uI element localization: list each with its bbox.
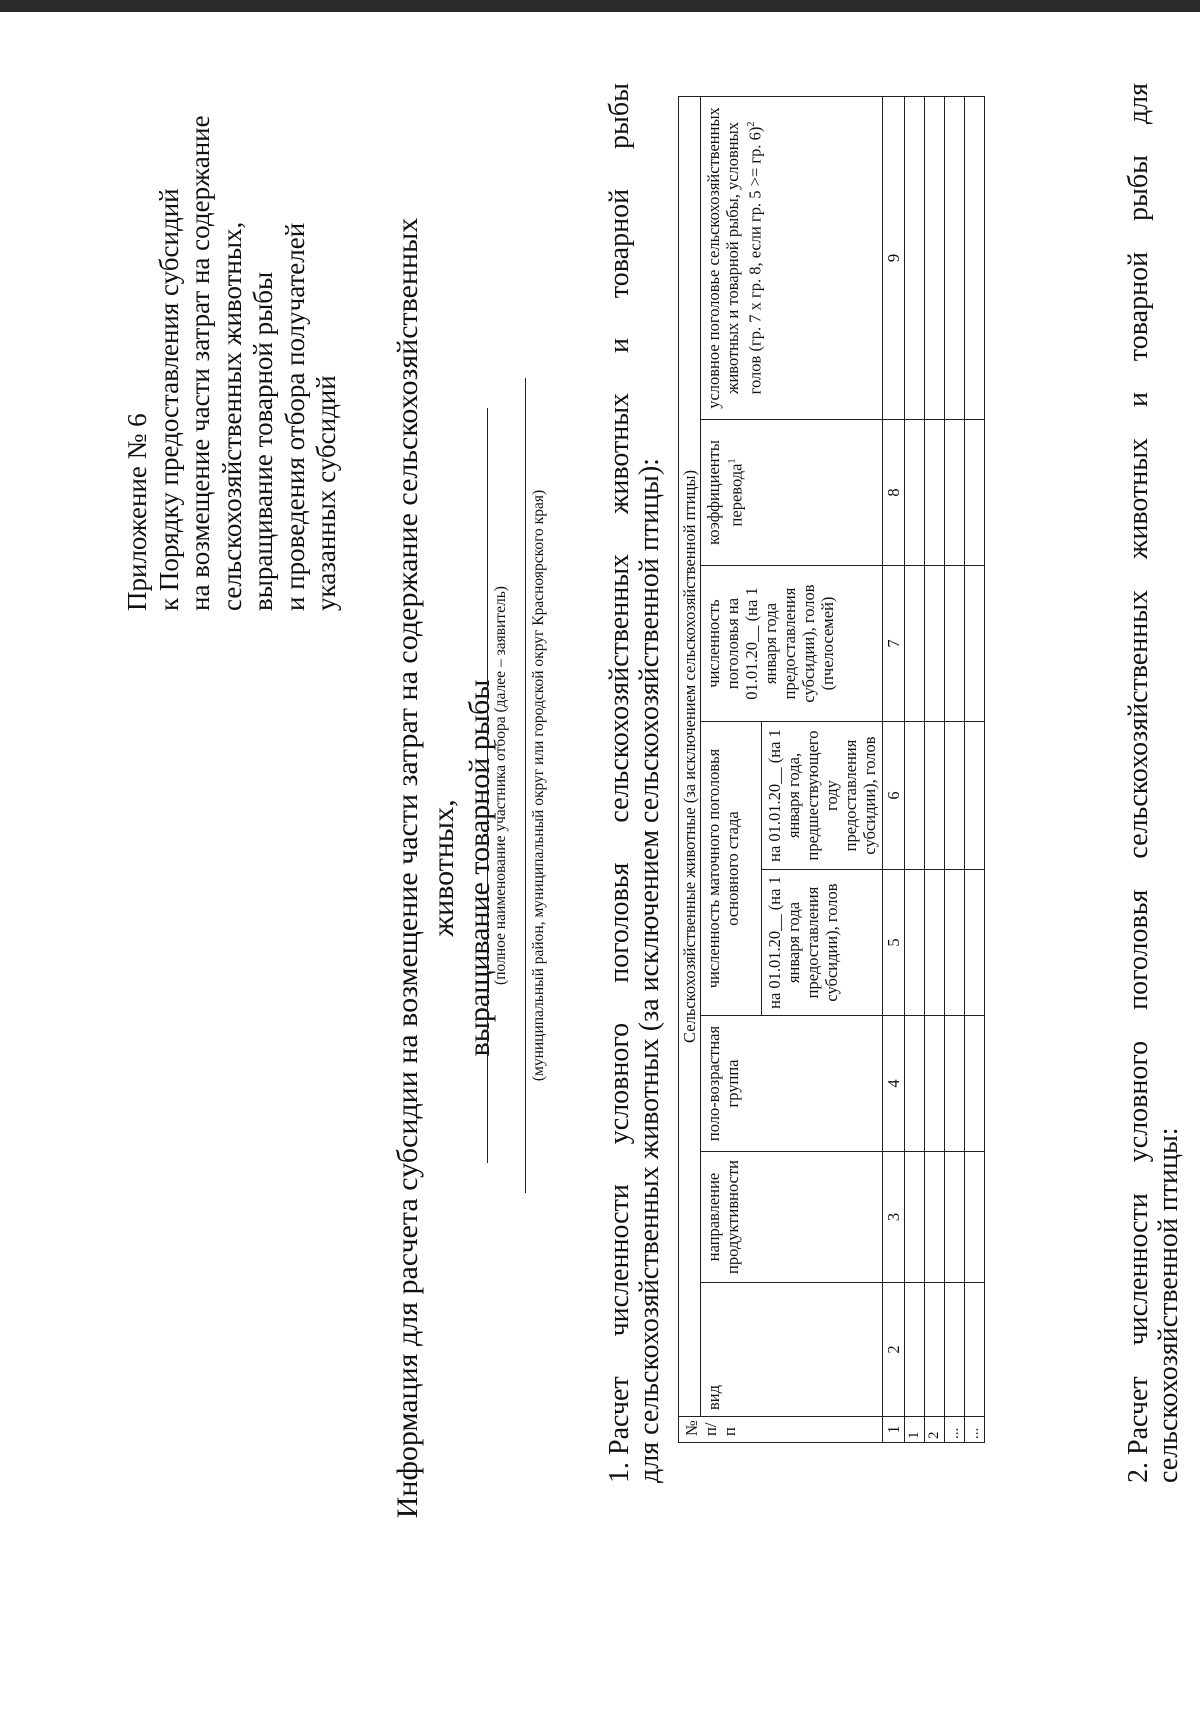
header-conditional-label: условное поголовье сельскохозяйственных животных и товарной рыбы, условных голов (гр. 7 х гр. 8, если гр. 5 >= гр. 6) [704,107,765,409]
table-row [965,96,985,1442]
table-cell [965,1283,985,1417]
table-cell [945,1283,965,1417]
heading-word: товарной [1123,251,1154,362]
heading-word: и [1123,392,1154,408]
livestock-calculation-table [678,96,985,1443]
table-cell [945,96,965,419]
table-cell [965,1016,985,1152]
heading-word: поголовья [1123,889,1154,1010]
applicant-blank-line [487,408,488,1163]
district-caption: (муниципальный район, муниципальный округ или городской округ Красноярского края) [530,489,547,1082]
heading-word: для [1123,83,1154,125]
appendix-line: сельскохозяйственных животных, [216,221,247,611]
table-cell [925,722,945,870]
header-group: Сельскохозяйственные животные (за исключением сельскохозяйственной птицы) [679,96,701,1416]
table-cell [905,1016,925,1152]
table-cell [945,722,965,870]
table-cell [965,420,985,566]
heading-word: численности [1123,1193,1154,1346]
heading-word: животных [604,392,635,515]
header-breeding-prior: на 01.01.20__ (на 1 января года, предшествующего году предоставления субсидии), голов [762,722,883,870]
footnote-marker: 2 [746,121,757,127]
table-cell [905,96,925,419]
appendix-line: выращивание товарной рыбы [248,271,278,611]
table-cell [905,1152,925,1283]
column-number: 4 [883,1016,905,1152]
header-conditional-livestock [701,96,883,419]
heading-word: поголовья [604,862,635,983]
table-cell [925,420,945,566]
title-line: Информация для расчета субсидии на возмещение части затрат на содержание сельскохозяйственных животных, [391,217,460,1519]
row-number: ... [945,1417,965,1443]
header-breeding-current: на 01.01.20__ (на 1 января года предоставления субсидии), голов [762,870,883,1016]
table-cell [945,870,965,1016]
section-2-heading [1124,83,1184,1483]
appendix-line: к Порядку предоставления субсидий [153,188,184,611]
table-cell [965,566,985,722]
column-number: 3 [883,1152,905,1283]
heading-word: сельскохозяйственных [1123,589,1154,859]
row-number: 2 [925,1417,945,1443]
applicant-caption: (полное наименование участника отбора (далее – заявитель) [492,586,509,985]
header-coefficients [701,420,883,566]
document-title [390,203,498,1533]
heading-word: животных [1123,437,1154,560]
appendix-line: Приложение № 6 [122,413,152,611]
heading-word: товарной [604,188,635,299]
table-cell [905,420,925,566]
heading-word: условного [1123,1040,1154,1163]
column-number: 1 [883,1417,905,1443]
heading-word: рыбы [1123,155,1154,221]
appendix-header [122,51,343,611]
header-livestock-count: численность поголовья на 01.01.20__ (на 1 января года предоставления субсидии), голов (пчелосемей) [701,566,883,722]
table-row [905,96,925,1442]
heading-word: численности [604,1184,635,1337]
heading-word: 2. Расчет [1123,1376,1154,1483]
section-1-heading [605,83,665,1483]
table-cell [905,870,925,1016]
table-cell [925,870,945,1016]
column-number-row [883,96,905,1442]
footnote-marker: 1 [727,458,738,464]
table-row [945,96,965,1442]
header-kind: вид [701,1283,883,1417]
appendix-line: на возмещение части затрат на содержание [185,115,215,611]
table-cell [965,870,985,1016]
table-cell [945,1016,965,1152]
table-cell [965,96,985,419]
table-cell [925,1016,945,1152]
column-number: 6 [883,722,905,870]
table-cell [925,1283,945,1417]
heading-word: условного [604,1022,635,1145]
table-cell [965,1152,985,1283]
column-number: 8 [883,420,905,566]
column-number: 7 [883,566,905,722]
header-row-number: № п/п [679,1417,883,1443]
title-line: выращивание товарной рыбы [463,679,496,1057]
table-cell [945,566,965,722]
district-blank-line [525,378,526,1193]
heading-word: 1. Расчет [604,1376,635,1483]
table-cell [925,566,945,722]
column-number: 9 [883,96,905,419]
row-number: ... [965,1417,985,1443]
table-cell [905,566,925,722]
header-direction: направление продуктивности [701,1152,883,1283]
table-cell [905,722,925,870]
table-cell [945,1152,965,1283]
header-coefficients-label: коэффициенты перевода [704,440,746,545]
table-cell [905,1283,925,1417]
appendix-line: указанных субсидий [311,375,341,611]
row-number: 1 [905,1417,925,1443]
heading-word: сельскохозяйственных [604,553,635,823]
appendix-line: и проведения отбора получателей [279,222,310,611]
header-age-sex-group: поло-возрастная группа [701,1016,883,1152]
table-cell [965,722,985,870]
table-cell [925,1152,945,1283]
heading-word: рыбы [604,83,635,149]
table-cell [925,96,945,419]
table-row [925,96,945,1442]
column-number: 2 [883,1283,905,1417]
table-cell [945,420,965,566]
heading-word: и [604,338,635,354]
column-number: 5 [883,870,905,1016]
header-breeding-herd: численность маточного поголовья основного стада [701,722,762,1016]
heading-line-2: для сельскохозяйственных животных (за исключением сельскохозяйственной птицы): [634,458,665,1483]
heading-line-2: сельскохозяйственной птицы: [1153,1127,1184,1483]
